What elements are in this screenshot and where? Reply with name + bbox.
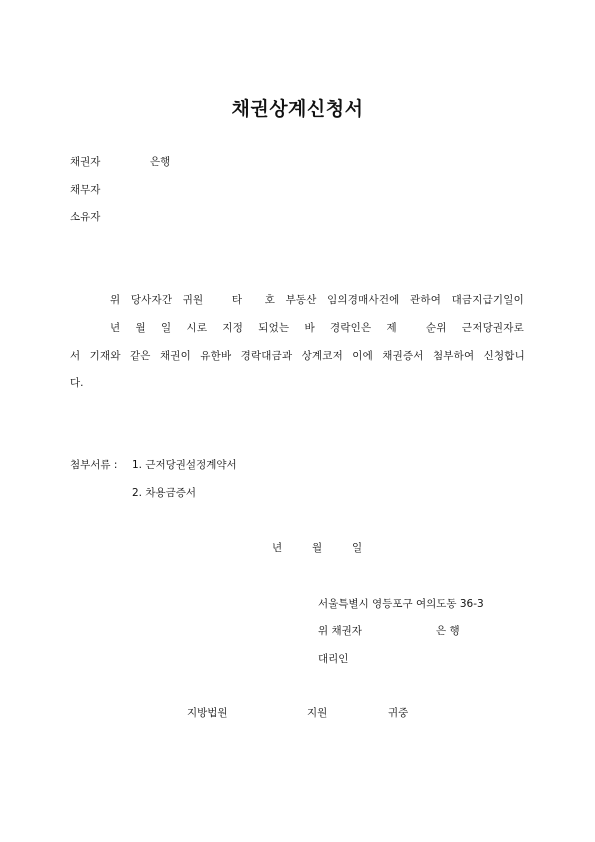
body-word: 월 <box>135 322 146 334</box>
body-word: 기재와 <box>89 350 121 362</box>
date-day: 일 <box>352 542 363 554</box>
body-word: 시로 <box>186 322 208 334</box>
date-year: 년 <box>272 542 283 554</box>
body-word: 귀원 <box>182 294 204 306</box>
attachment-item-2: 2. 차용금증서 <box>132 487 197 499</box>
applicant-agent: 대리인 <box>318 653 349 665</box>
applicant-creditor-bank: 은 행 <box>436 625 460 637</box>
body-word: 년 <box>110 322 121 334</box>
body-word: 신청합니 <box>483 350 525 362</box>
body-line-2 <box>110 320 524 335</box>
body-word: 서 <box>70 350 81 362</box>
body-word: 경락대금과 <box>240 350 293 362</box>
body-word: 첨부하여 <box>432 350 475 362</box>
creditor-label: 채권자 <box>70 156 101 168</box>
body-line-1 <box>110 292 524 307</box>
attachments-label: 첨부서류 : <box>70 459 118 471</box>
body-word: 채권이 <box>159 350 191 362</box>
body-word: 채권증서 <box>382 350 424 362</box>
body-word: 타 <box>231 294 243 306</box>
body-word: 일 <box>161 322 172 334</box>
body-line-3 <box>70 348 525 363</box>
date-month: 월 <box>312 542 323 554</box>
body-word: 임의경매사건에 <box>327 294 400 306</box>
body-word: 제 <box>386 322 397 334</box>
body-word: 경락인은 <box>329 322 372 334</box>
body-word: 유한바 <box>200 350 232 362</box>
creditor-bank-word: 은행 <box>150 156 171 168</box>
body-word: 이에 <box>352 350 373 362</box>
court-recipient: 귀중 <box>388 707 409 719</box>
applicant-address: 서울특별시 영등포구 여의도동 36-3 <box>318 598 484 610</box>
court-district: 지방법원 <box>187 707 228 719</box>
debtor-label: 채무자 <box>70 184 101 196</box>
body-word: 순위 <box>426 322 447 334</box>
attachment-item-1: 1. 근저당권설정계약서 <box>132 459 237 471</box>
owner-label: 소유자 <box>70 211 101 223</box>
body-word: 지정 <box>222 322 244 334</box>
body-word: 부동산 <box>285 294 317 306</box>
document-title: 채권상계신청서 <box>231 98 364 120</box>
body-word: 바 <box>304 322 315 334</box>
applicant-creditor-prefix: 위 채권자 <box>318 625 362 637</box>
body-word: 되었는 <box>258 322 290 334</box>
body-word: 대금지급기일이 <box>451 294 524 306</box>
body-word: 위 <box>110 294 121 306</box>
court-branch: 지원 <box>307 707 328 719</box>
body-word: 관하여 <box>410 294 442 306</box>
body-word: 같은 <box>129 350 151 362</box>
body-word: 호 <box>264 294 276 306</box>
body-line-4: 다. <box>70 377 84 389</box>
body-word: 당사자간 <box>130 294 173 306</box>
body-word: 상계코저 <box>301 350 343 362</box>
body-word: 근저당권자로 <box>461 322 524 334</box>
